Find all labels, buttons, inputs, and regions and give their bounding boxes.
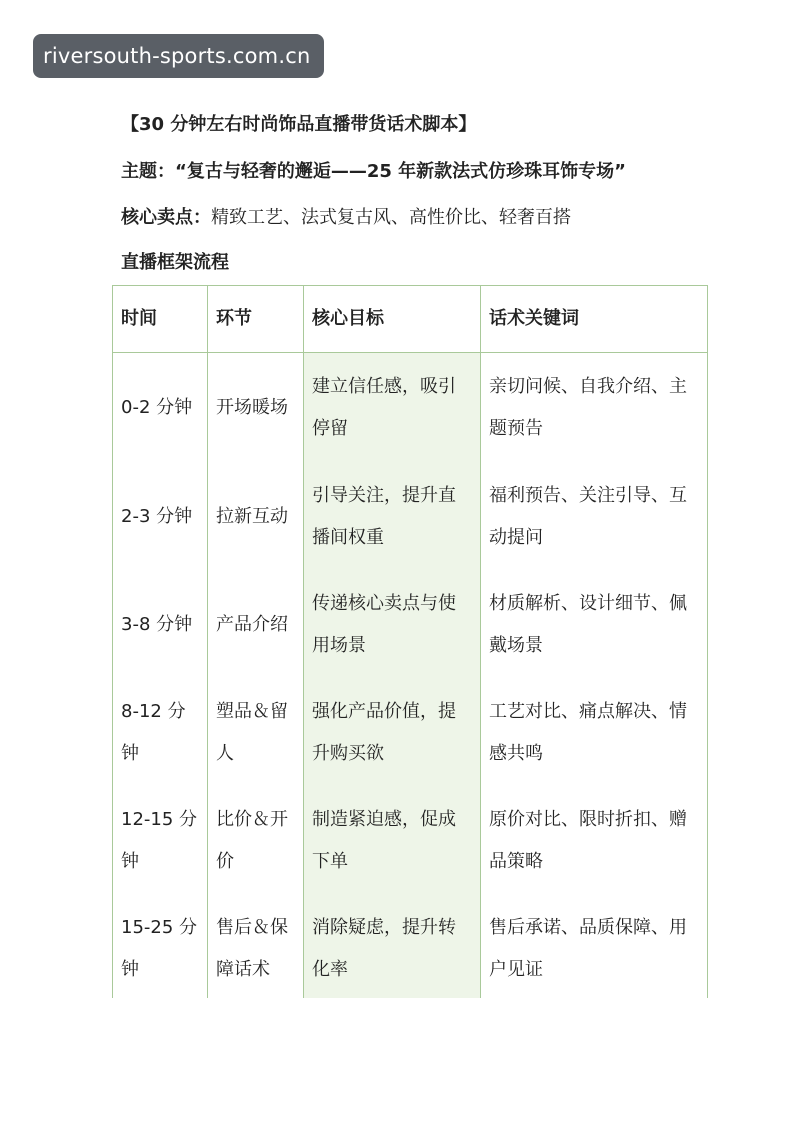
cell-goal: 消除疑虑，提升转化率 — [304, 895, 481, 1003]
page-bottom-blank — [0, 998, 800, 1131]
cell-goal: 建立信任感，吸引停留 — [304, 353, 481, 463]
theme-label: 主题： — [121, 161, 175, 182]
cell-keywords: 福利预告、关注引导、互动提问 — [481, 463, 708, 571]
cell-keywords: 售后承诺、品质保障、用户见证 — [481, 895, 708, 1003]
cell-time: 3-8 分钟 — [113, 571, 208, 679]
document-heading: 【30 分钟左右时尚饰品直播带货话术脚本】 — [121, 114, 477, 135]
selling-points-label: 核心卖点： — [121, 207, 211, 228]
selling-points-value: 精致工艺、法式复古风、高性价比、轻奢百搭 — [211, 207, 571, 228]
cell-time: 12-15 分钟 — [113, 787, 208, 895]
cell-time: 0-2 分钟 — [113, 353, 208, 463]
header-goal: 核心目标 — [304, 286, 481, 353]
table-row — [113, 353, 708, 463]
cell-stage: 开场暖场 — [208, 353, 304, 463]
cell-keywords: 原价对比、限时折扣、赠品策略 — [481, 787, 708, 895]
cell-stage: 比价＆开价 — [208, 787, 304, 895]
cell-stage: 售后＆保障话术 — [208, 895, 304, 1003]
cell-time: 8-12 分钟 — [113, 679, 208, 787]
cell-keywords: 工艺对比、痛点解决、情感共鸣 — [481, 679, 708, 787]
cell-goal: 制造紧迫感，促成下单 — [304, 787, 481, 895]
cell-goal: 强化产品价值，提升购买欲 — [304, 679, 481, 787]
header-time: 时间 — [113, 286, 208, 353]
header-stage: 环节 — [208, 286, 304, 353]
table-row — [113, 463, 708, 571]
cell-goal: 引导关注，提升直播间权重 — [304, 463, 481, 571]
theme-value: “复古与轻奢的邂逅——25 年新款法式仿珍珠耳饰专场” — [175, 161, 626, 182]
table-row — [113, 679, 708, 787]
cell-goal: 传递核心卖点与使用场景 — [304, 571, 481, 679]
table-row — [113, 895, 708, 1003]
selling-points-line — [121, 203, 571, 229]
framework-title: 直播框架流程 — [121, 252, 229, 273]
header-keywords: 话术关键词 — [481, 286, 708, 353]
cell-time: 2-3 分钟 — [113, 463, 208, 571]
cell-keywords: 材质解析、设计细节、佩戴场景 — [481, 571, 708, 679]
table-row — [113, 571, 708, 679]
table-header-row — [113, 286, 708, 353]
theme-line — [121, 157, 626, 183]
table-row — [113, 787, 708, 895]
cell-stage: 塑品＆留人 — [208, 679, 304, 787]
cell-keywords: 亲切问候、自我介绍、主题预告 — [481, 353, 708, 463]
cell-time: 15-25 分钟 — [113, 895, 208, 1003]
cell-stage: 产品介绍 — [208, 571, 304, 679]
watermark: riversouth-sports.com.cn — [33, 34, 324, 78]
live-stream-schedule-table — [112, 285, 708, 1003]
cell-stage: 拉新互动 — [208, 463, 304, 571]
